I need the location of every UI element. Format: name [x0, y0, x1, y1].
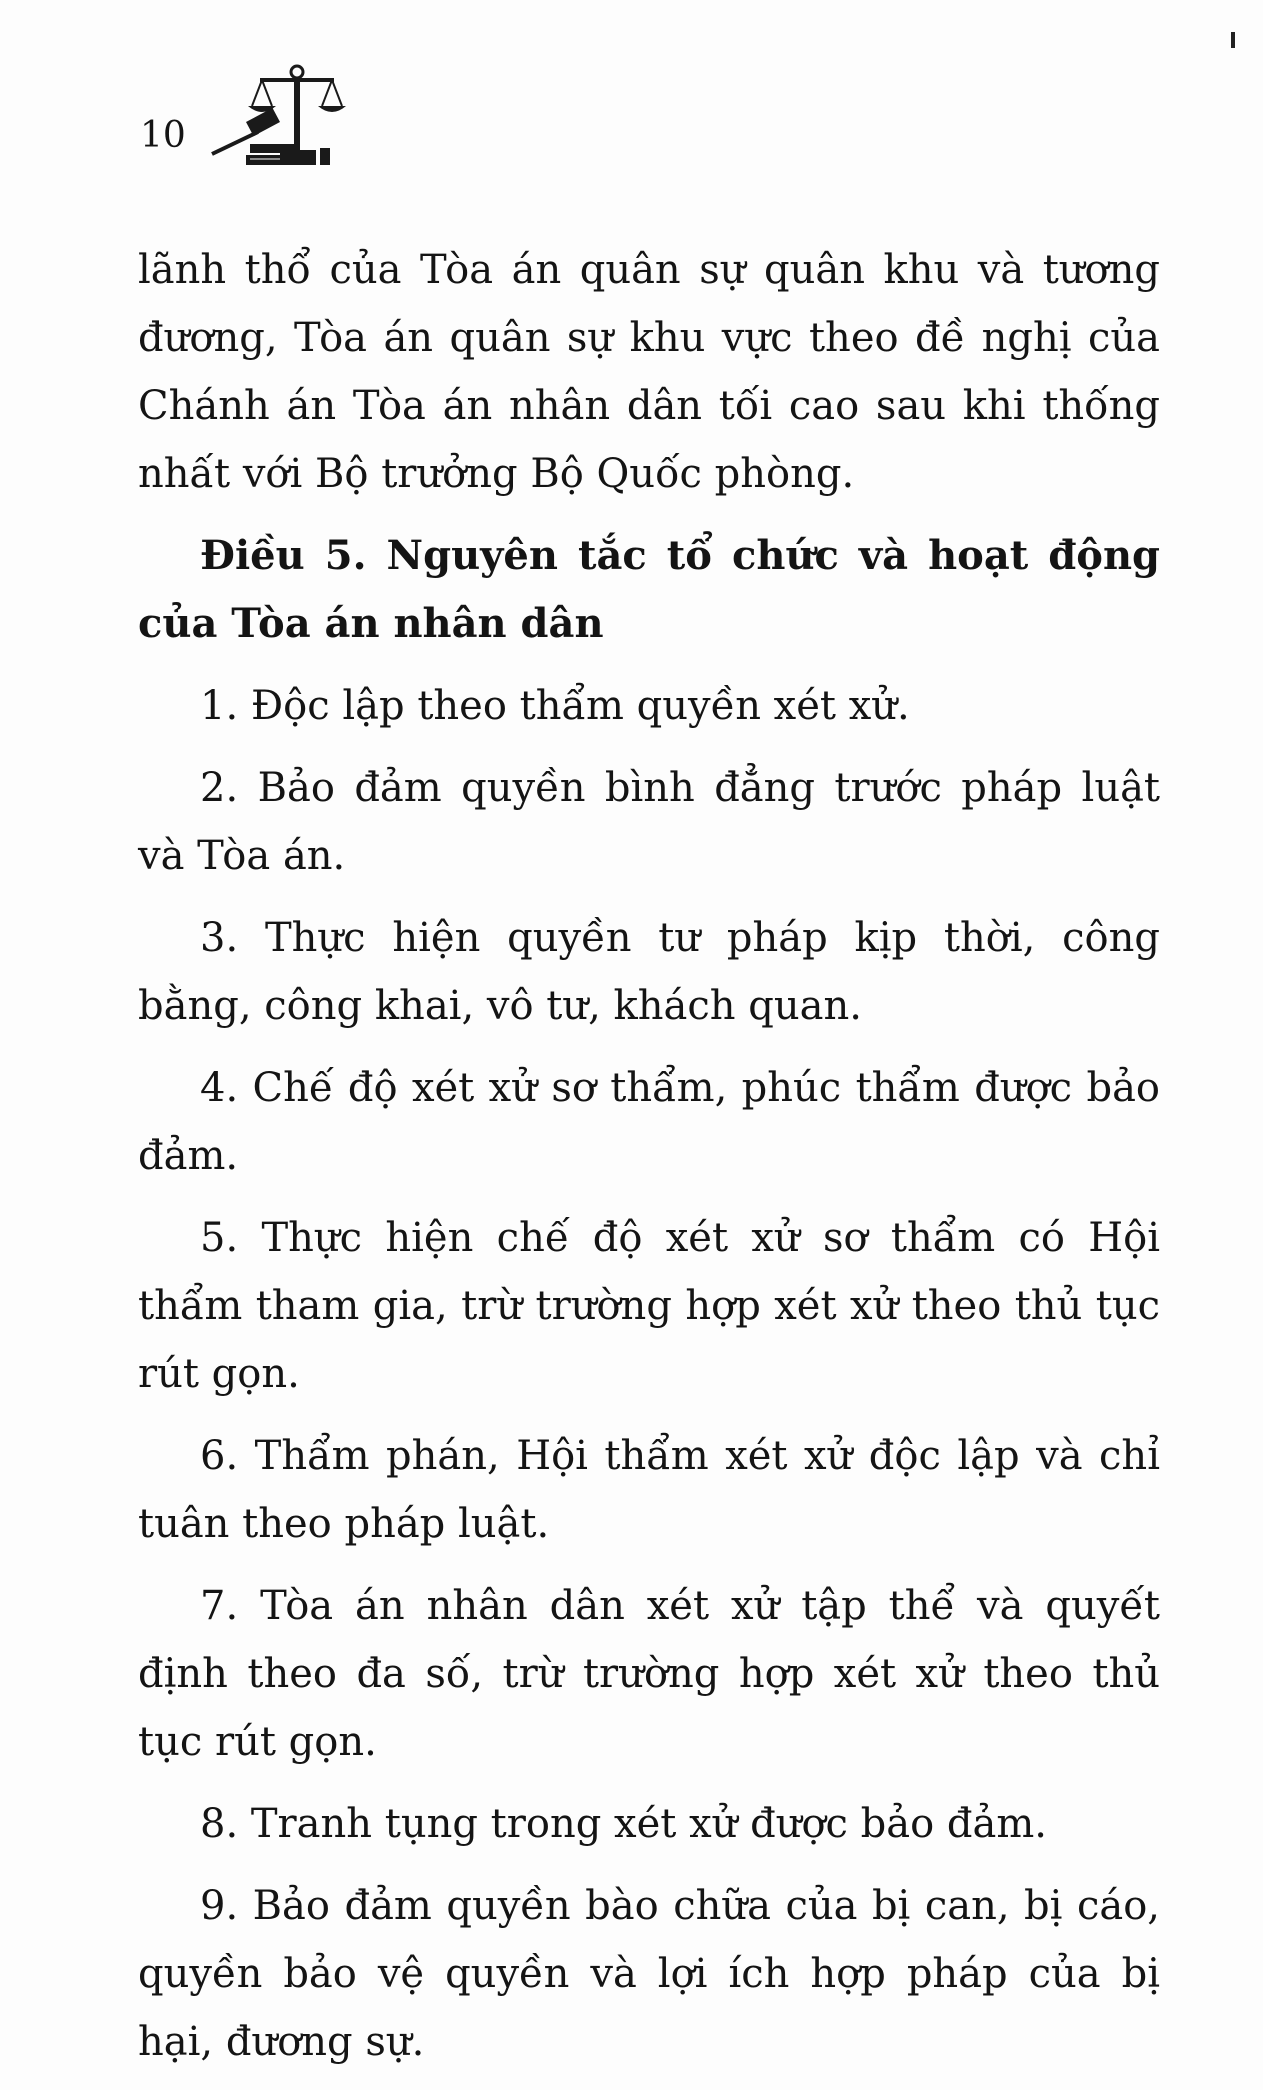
article-heading: Điều 5. Nguyên tắc tổ chức và hoạt động của Tòa án nhân dân — [138, 532, 1160, 647]
article-item-1: 1. Độc lập theo thẩm quyền xét xử. — [200, 683, 910, 729]
opening-paragraph: lãnh thổ của Tòa án quân sự quân khu và tương đương, Tòa án quân sự khu vực theo đề nghị của Chánh án Tòa án nhân dân tối cao sau khi thống nhất với Bộ trưởng Bộ Quốc phòng. — [138, 247, 1160, 497]
scales-of-justice-gavel-icon — [210, 58, 390, 170]
article-item-4: 4. Chế độ xét xử sơ thẩm, phúc thẩm được bảo đảm. — [138, 1065, 1160, 1179]
article-item-6: 6. Thẩm phán, Hội thẩm xét xử độc lập và chỉ tuân theo pháp luật. — [138, 1433, 1160, 1547]
article-item-3: 3. Thực hiện quyền tư pháp kịp thời, công bằng, công khai, vô tư, khách quan. — [138, 915, 1160, 1029]
page-body — [138, 236, 1160, 2090]
article-item-8: 8. Tranh tụng trong xét xử được bảo đảm. — [200, 1801, 1048, 1847]
page-number: 10 — [140, 115, 186, 156]
article-item-9: 9. Bảo đảm quyền bào chữa của bị can, bị cáo, quyền bảo vệ quyền và lợi ích hợp pháp của bị hại, đương sự. — [138, 1883, 1160, 2065]
article-item-2: 2. Bảo đảm quyền bình đẳng trước pháp luật và Tòa án. — [138, 765, 1160, 879]
article-item-5: 5. Thực hiện chế độ xét xử sơ thẩm có Hội thẩm tham gia, trừ trường hợp xét xử theo thủ tục rút gọn. — [138, 1215, 1160, 1397]
page-edge-mark — [1231, 32, 1235, 48]
article-item-7: 7. Tòa án nhân dân xét xử tập thể và quyết định theo đa số, trừ trường hợp xét xử theo thủ tục rút gọn. — [138, 1583, 1160, 1765]
